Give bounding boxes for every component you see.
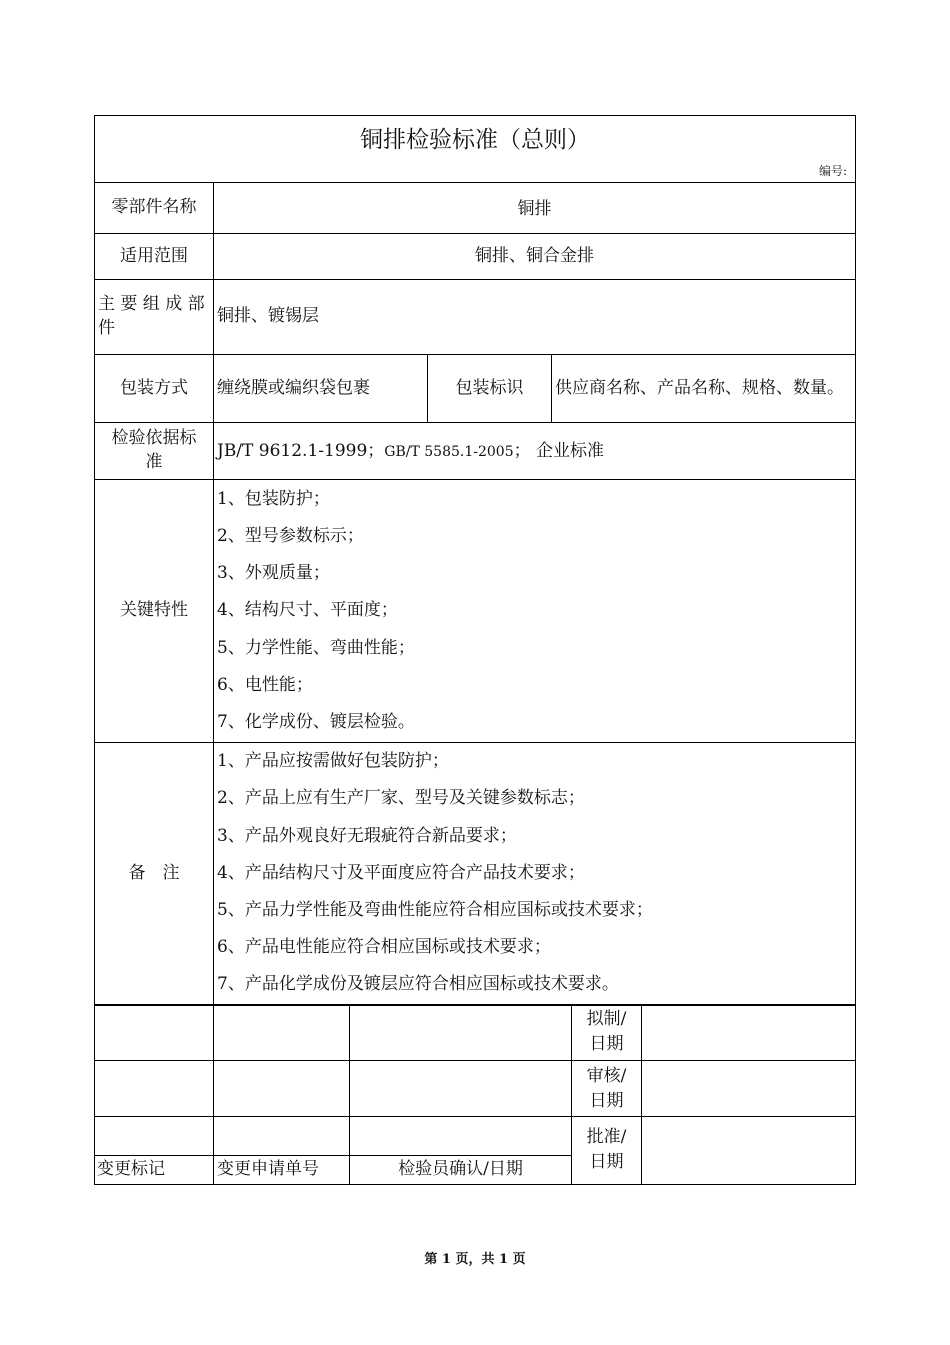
draft-label-cont: 日期	[589, 1034, 624, 1054]
divider	[551, 354, 552, 422]
divider	[213, 182, 214, 1184]
divider	[95, 233, 855, 234]
inspector-confirm-label: 检验员确认/日期	[398, 1159, 523, 1179]
review-label-cont: 日期	[589, 1091, 624, 1111]
divider	[95, 279, 855, 280]
list-item: 2、产品上应有生产厂家、型号及关键参数标志；	[217, 788, 585, 808]
list-item: 4、结构尺寸、平面度；	[217, 600, 398, 620]
divider	[95, 1116, 855, 1117]
divider	[95, 1060, 855, 1061]
components-value: 铜排、镀锡层	[217, 306, 319, 326]
divider	[95, 479, 855, 480]
scope-value: 铜排、铜合金排	[475, 246, 594, 266]
package-mark-label: 包装标识	[455, 378, 524, 398]
divider	[95, 354, 855, 355]
approve-label: 批准/	[586, 1127, 627, 1147]
components-label-cont: 件	[98, 318, 115, 338]
divider	[95, 1004, 855, 1006]
components-label: 主 要 组 成 部	[98, 294, 205, 314]
list-item: 5、产品力学性能及弯曲性能应符合相应国标或技术要求；	[217, 900, 653, 920]
package-mark-value: 供应商名称、产品名称、规格、数量。	[555, 378, 844, 398]
draft-label: 拟制/	[586, 1009, 627, 1029]
inspection-standard-form	[94, 115, 856, 1185]
basis-standard-gb: GB/T 5585.1-2005	[384, 444, 514, 460]
divider	[349, 1004, 350, 1184]
list-item: 7、化学成份、镀层检验。	[217, 712, 415, 732]
review-label: 审核/	[586, 1066, 627, 1086]
document-code-label: 编号:	[818, 164, 847, 178]
change-request-label: 变更申请单号	[217, 1159, 319, 1179]
packaging-value: 缠绕膜或编织袋包裹	[217, 378, 370, 398]
change-mark-label: 变更标记	[97, 1159, 165, 1179]
basis-label-cont: 准	[145, 452, 163, 472]
list-item: 2、型号参数标示；	[217, 526, 364, 546]
divider	[95, 1155, 572, 1156]
divider	[95, 182, 855, 183]
divider	[641, 1004, 642, 1184]
list-item: 5、力学性能、弯曲性能；	[217, 638, 415, 658]
list-item: 3、产品外观良好无瑕疵符合新品要求；	[217, 826, 517, 846]
form-title: 铜排检验标准（总则）	[360, 127, 590, 153]
packaging-label: 包装方式	[120, 378, 188, 398]
page-number: 第 1 页，共 1 页	[424, 1252, 526, 1267]
list-item: 4、产品结构尺寸及平面度应符合产品技术要求；	[217, 863, 585, 883]
divider	[95, 742, 855, 743]
part-name-value: 铜排	[517, 199, 552, 219]
basis-standard-enterprise: ； 企业标准	[513, 441, 605, 461]
basis-value	[217, 440, 604, 463]
approve-label-cont: 日期	[589, 1152, 624, 1172]
list-item: 6、电性能；	[217, 675, 313, 695]
basis-label: 检验依据标	[111, 428, 197, 448]
basis-standard-jb: JB/T 9612.1-1999；	[217, 441, 385, 461]
remarks-label: 备 注	[128, 863, 180, 883]
scope-label: 适用范围	[120, 246, 188, 266]
key-characteristics-label: 关键特性	[120, 600, 188, 620]
list-item: 1、包装防护；	[217, 489, 330, 509]
list-item: 6、产品电性能应符合相应国标或技术要求；	[217, 937, 551, 957]
divider	[95, 422, 855, 423]
list-item: 1、产品应按需做好包装防护；	[217, 751, 449, 771]
list-item: 7、产品化学成份及镀层应符合相应国标或技术要求。	[217, 974, 619, 994]
part-name-label: 零部件名称	[111, 197, 197, 217]
list-item: 3、外观质量；	[217, 563, 330, 583]
